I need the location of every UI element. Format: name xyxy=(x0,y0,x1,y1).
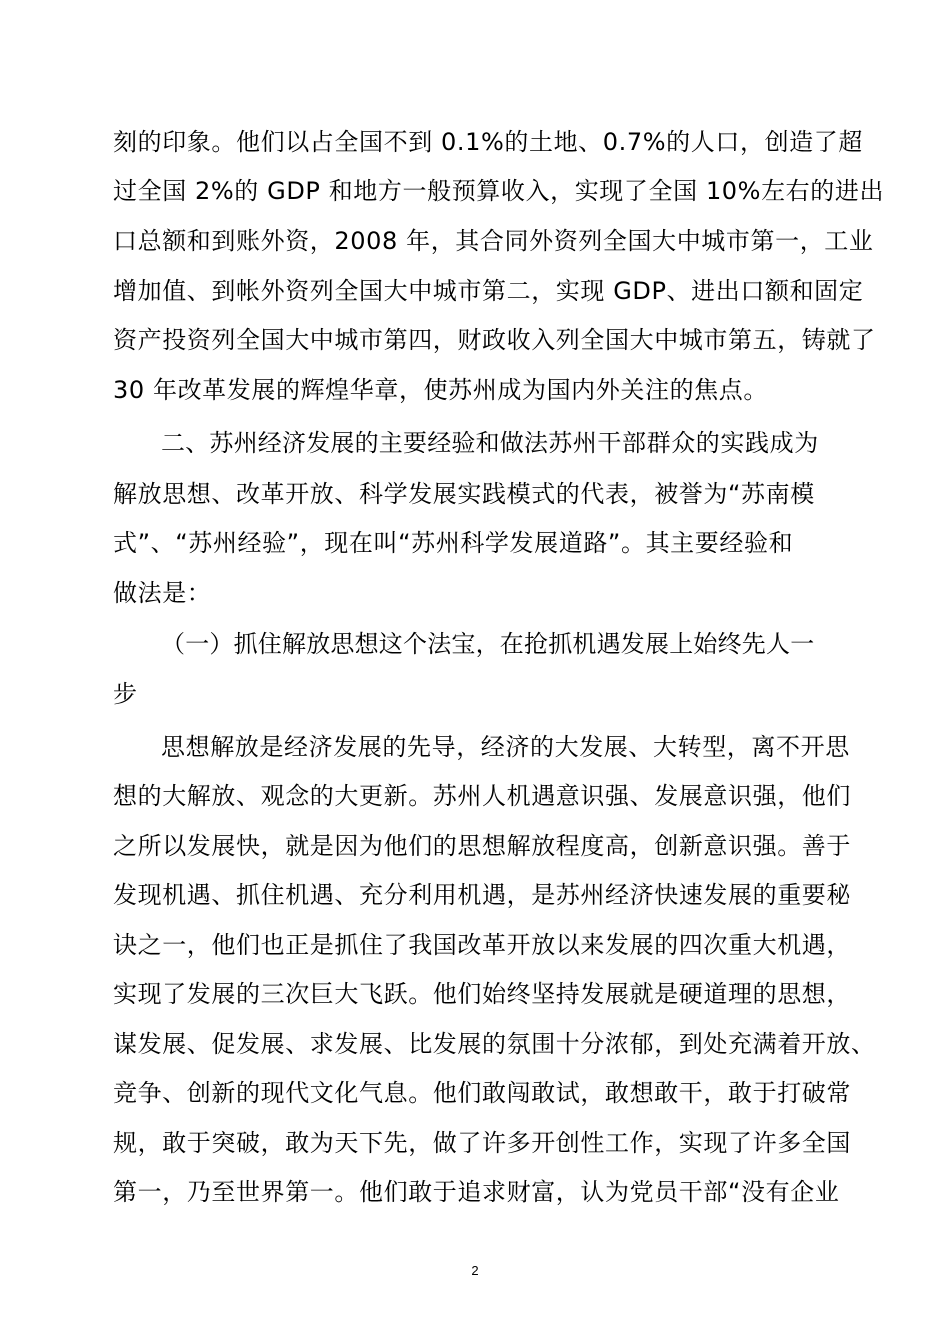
paragraph-line: 刻的印象。他们以占全国不到 0.1%的土地、0.7%的人口，创造了超 xyxy=(113,128,863,156)
subsection-heading: （一）抓住解放思想这个法宝，在抢抓机遇发展上始终先人一 xyxy=(161,630,815,658)
paragraph-line: 实现了发展的三次巨大飞跃。他们始终坚持发展就是硬道理的思想， xyxy=(113,980,851,1008)
paragraph-line: 谋发展、促发展、求发展、比发展的氛围十分浓郁，到处充满着开放、 xyxy=(113,1030,876,1058)
paragraph-line: 诀之一，他们也正是抓住了我国改革开放以来发展的四次重大机遇， xyxy=(113,931,851,959)
page-number: 2 xyxy=(471,1263,479,1278)
paragraph-line: 增加值、到帐外资列全国大中城市第二，实现 GDP、进出口额和固定 xyxy=(113,277,864,305)
paragraph-line: 发现机遇、抓住机遇、充分利用机遇，是苏州经济快速发展的重要秘 xyxy=(113,881,851,909)
paragraph-line: 式”、“苏州经验”，现在叫“苏州科学发展道路”。其主要经验和 xyxy=(113,529,794,557)
paragraph-line: 思想解放是经济发展的先导，经济的大发展、大转型，离不开思 xyxy=(161,733,850,761)
section-intro-text: 苏州干部群众的实践成为 xyxy=(548,429,819,457)
section-heading-line xyxy=(161,428,921,458)
paragraph-line: 想的大解放、观念的大更新。苏州人机遇意识强、发展意识强，他们 xyxy=(113,782,851,810)
paragraph-line: 解放思想、改革开放、科学发展实践模式的代表，被誉为“苏南模 xyxy=(113,480,815,508)
paragraph-line: 规，敢于突破，敢为天下先，做了许多开创性工作，实现了许多全国 xyxy=(113,1129,851,1157)
paragraph-line: 资产投资列全国大中城市第四，财政收入列全国大中城市第五，铸就了 xyxy=(113,326,876,354)
paragraph-line: 过全国 2%的 GDP 和地方一般预算收入，实现了全国 10%左右的进出 xyxy=(113,177,885,205)
subsection-heading: 步 xyxy=(113,680,138,708)
paragraph-line: 第一，乃至世界第一。他们敢于追求财富，认为党员干部“没有企业 xyxy=(113,1178,840,1206)
paragraph-line: 竞争、创新的现代文化气息。他们敢闯敢试，敢想敢干，敢于打破常 xyxy=(113,1079,851,1107)
paragraph-line: 做法是： xyxy=(113,579,212,607)
paragraph-line: 之所以发展快，就是因为他们的思想解放程度高，创新意识强。善于 xyxy=(113,832,851,860)
section-heading: 二、苏州经济发展的主要经验和做法 xyxy=(161,429,549,457)
paragraph-line: 口总额和到账外资，2008 年，其合同外资列全国大中城市第一，工业 xyxy=(113,227,874,255)
paragraph-line: 30 年改革发展的辉煌华章，使苏州成为国内外关注的焦点。 xyxy=(113,376,768,404)
